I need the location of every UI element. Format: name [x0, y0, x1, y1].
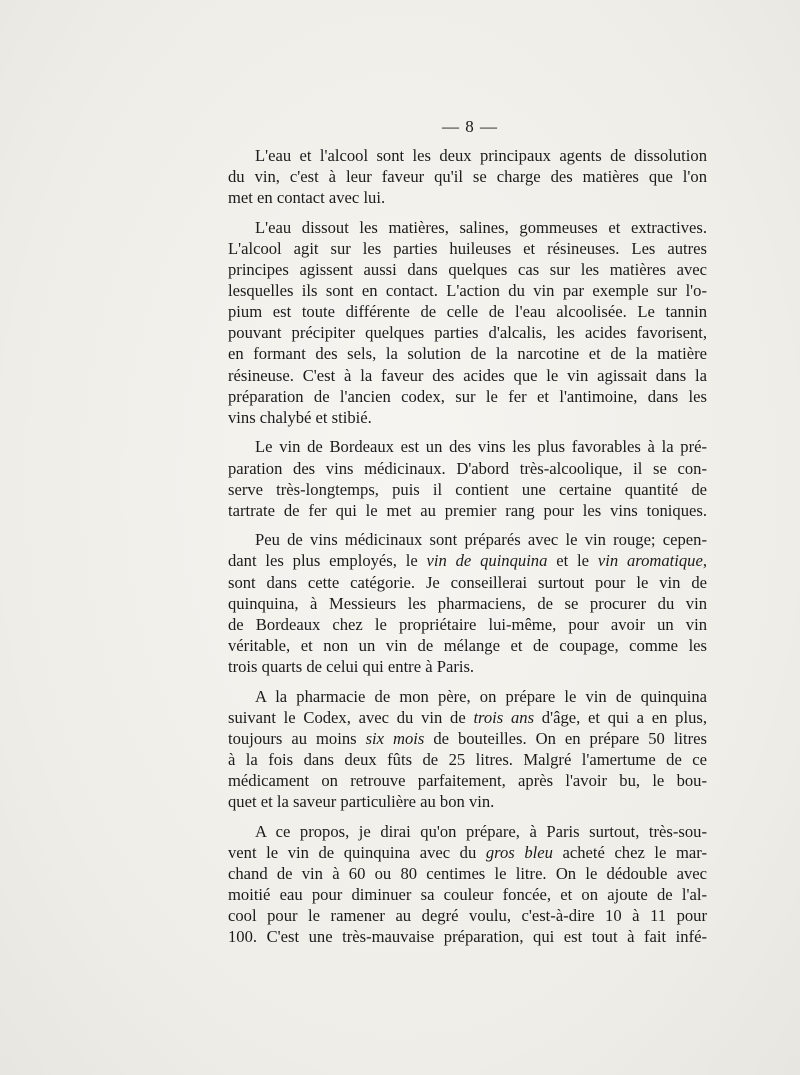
- text-line: principes agissent aussi dans quelques cas sur les matières avec: [228, 260, 707, 280]
- text-line: véritable, et non un vin de mélange et de coupage, comme les: [228, 635, 707, 655]
- text-run: suivant le Codex, avec du vin de: [228, 707, 474, 727]
- paragraph-5: [228, 686, 707, 813]
- text-line: A ce propos, je dirai qu'on prépare, à Paris surtout, très-sou-: [255, 821, 707, 841]
- text-line: résineuse. C'est à la faveur des acides que le vin agissait dans la: [228, 365, 707, 385]
- text-line: du vin, c'est à leur faveur qu'il se charge des matières que l'on: [228, 167, 707, 187]
- italic-run: gros bleu: [485, 842, 553, 862]
- text-line: pium est toute différente de celle de l'eau alcoolisée. Le tannin: [228, 302, 707, 322]
- text-line: vins chalybé et stibié.: [228, 407, 372, 427]
- body-text: [228, 145, 707, 956]
- text-line: en formant des sels, la solution de la narcotine et de la matière: [228, 344, 707, 364]
- italic-run: vin aromatique: [597, 551, 703, 571]
- text-line: sont dans cette catégorie. Je conseillerai surtout pour le vin de: [228, 572, 707, 592]
- text-run: vent le vin de quinquina avec du: [228, 842, 486, 862]
- italic-run: six mois: [365, 728, 425, 748]
- text-line: [228, 728, 707, 749]
- paragraph-3: [228, 436, 707, 520]
- text-line: A la pharmacie de mon père, on prépare le vin de quinquina: [255, 686, 707, 706]
- text-run: et le: [547, 551, 598, 571]
- paragraph-1: [228, 145, 707, 208]
- text-line: à la fois dans deux fûts de 25 litres. Malgré l'amertume de ce: [228, 749, 707, 769]
- text-line: pouvant précipiter quelques parties d'alcalis, les acides favorisent,: [228, 323, 707, 343]
- text-line: met en contact avec lui.: [228, 188, 386, 208]
- text-line: serve très-longtemps, puis il contient une certaine quantité de: [228, 479, 707, 499]
- italic-run: trois ans: [473, 707, 535, 727]
- text-line: Le vin de Bordeaux est un des vins les plus favorables à la pré-: [255, 437, 707, 457]
- text-line: cool pour le ramener au degré voulu, c'est-à-dire 10 à 11 pour: [228, 906, 707, 926]
- text-run: de bouteilles. On en prépare 50 litres: [424, 728, 707, 748]
- text-line: médicament on retrouve parfaitement, après l'avoir bu, le bou-: [228, 771, 707, 790]
- text-line: L'eau et l'alcool sont les deux principaux agents de dissolution: [255, 146, 707, 165]
- text-line: L'alcool agit sur les parties huileuses et résineuses. Les autres: [228, 238, 707, 258]
- text-line: chand de vin à 60 ou 80 centimes le litre. On le dédouble avec: [228, 863, 707, 883]
- text-line: de Bordeaux chez le propriétaire lui-même, pour avoir un vin: [228, 614, 707, 634]
- text-line: [228, 550, 707, 571]
- text-line: quet et la saveur particulière au bon vin.: [228, 792, 495, 812]
- text-run: d'âge, et qui a en plus,: [534, 707, 707, 727]
- text-run: toujours au moins: [228, 728, 366, 748]
- text-line: 100. C'est une très-mauvaise préparation, qui est tout à fait infé-: [228, 927, 707, 947]
- text-run: dant les plus employés, le: [228, 551, 427, 571]
- text-line: préparation de l'ancien codex, sur le fer et l'antimoine, dans les: [228, 386, 707, 406]
- text-line: moitié eau pour diminuer sa couleur foncée, et on ajoute de l'al-: [228, 885, 707, 905]
- text-line: paration des vins médicinaux. D'abord très-alcoolique, il se con-: [228, 458, 707, 478]
- italic-run: vin de quinquina: [426, 551, 548, 571]
- text-run: ,: [702, 551, 707, 571]
- paragraph-4: [228, 529, 707, 677]
- text-line: [228, 707, 707, 728]
- text-line: [228, 842, 707, 863]
- text-line: tartrate de fer qui le met au premier rang pour les vins toniques.: [228, 500, 707, 520]
- paragraph-6: [228, 821, 707, 948]
- text-run: acheté chez le mar-: [552, 842, 707, 862]
- text-line: lesquelles ils sont en contact. L'action du vin par exemple sur l'o-: [228, 281, 707, 301]
- text-line: Peu de vins médicinaux sont préparés avec le vin rouge; cepen-: [255, 530, 707, 550]
- text-line: quinquina, à Messieurs les pharmaciens, de se procurer du vin: [228, 593, 707, 613]
- page-number: — 8 —: [442, 117, 498, 136]
- text-line: trois quarts de celui qui entre à Paris.: [228, 656, 475, 676]
- text-line: L'eau dissout les matières, salines, gommeuses et extractives.: [255, 217, 707, 237]
- paragraph-2: [228, 217, 707, 428]
